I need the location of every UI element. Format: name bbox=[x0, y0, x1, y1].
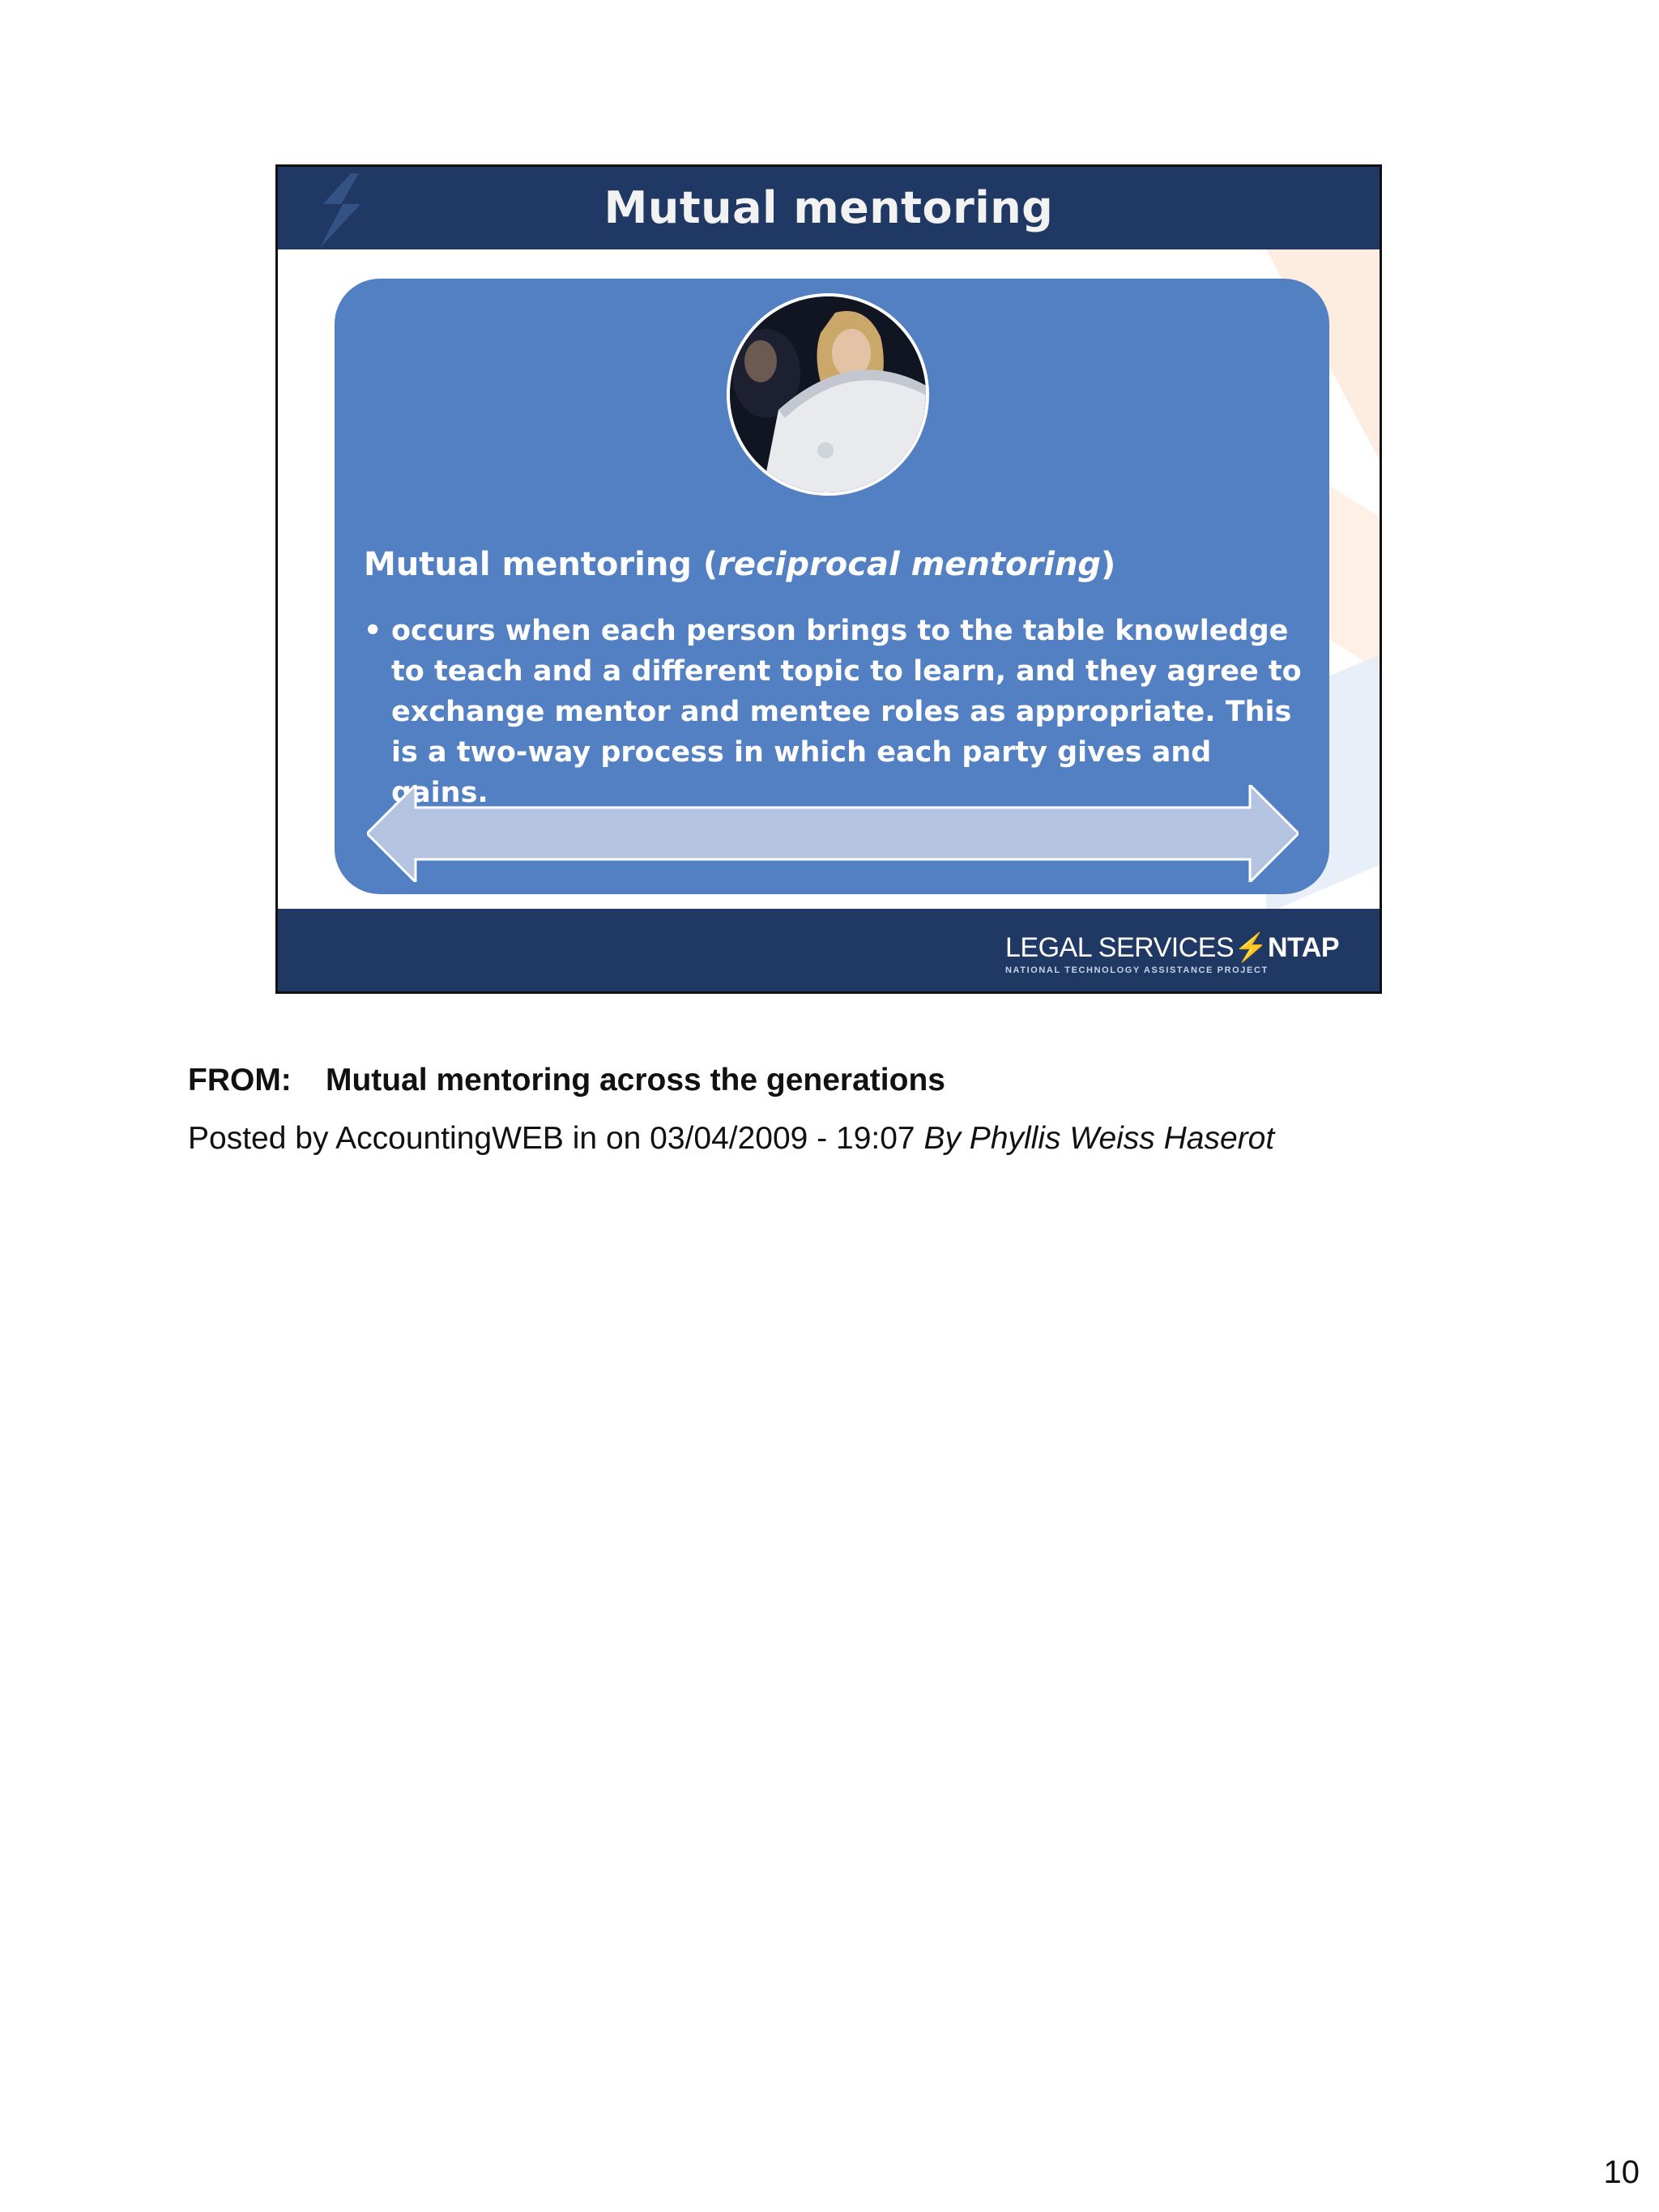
bolt-icon: ⚡ bbox=[1234, 932, 1268, 963]
bullet-item bbox=[364, 611, 1303, 813]
double-arrow-icon bbox=[367, 785, 1299, 882]
page-number: 10 bbox=[1603, 2154, 1640, 2190]
byline-author: By Phyllis Weiss Haserot bbox=[923, 1121, 1275, 1156]
panel-heading bbox=[364, 546, 1115, 583]
byline bbox=[188, 1121, 1274, 1157]
mentoring-photo bbox=[727, 293, 929, 496]
heading-close-paren: ) bbox=[1101, 546, 1116, 583]
byline-text: Posted by AccountingWEB in on 03/04/2009 - 19:07 bbox=[188, 1121, 924, 1156]
brand-right-text: NTAP bbox=[1267, 932, 1339, 963]
heading-italic-text: reciprocal mentoring bbox=[718, 546, 1102, 583]
slide-header bbox=[278, 167, 1380, 249]
slide-footer bbox=[278, 909, 1380, 991]
brand-subtitle: NATIONAL TECHNOLOGY ASSISTANCE PROJECT bbox=[1004, 965, 1269, 975]
photo-illustration bbox=[730, 296, 926, 492]
brand-name bbox=[1005, 931, 1339, 964]
legal-services-ntap-logo bbox=[1005, 931, 1339, 975]
source-line bbox=[188, 1063, 945, 1098]
slide-title: Mutual mentoring bbox=[603, 182, 1054, 233]
content-panel bbox=[335, 279, 1329, 894]
bullet-text: occurs when each person brings to the table knowledge to teach and a different topic to learn, and they agree to exchange mentor and mentee roles as appropriate. This is a two-way process in which each party gives and gains. bbox=[391, 615, 1302, 809]
bullet-icon: • bbox=[364, 615, 382, 647]
heading-text: Mutual mentoring ( bbox=[364, 546, 719, 583]
brand-left-text: LEGAL SERVICES bbox=[1004, 932, 1235, 963]
source-title: Mutual mentoring across the generations bbox=[326, 1063, 945, 1097]
slide bbox=[275, 164, 1382, 994]
from-label: FROM: bbox=[188, 1063, 292, 1097]
